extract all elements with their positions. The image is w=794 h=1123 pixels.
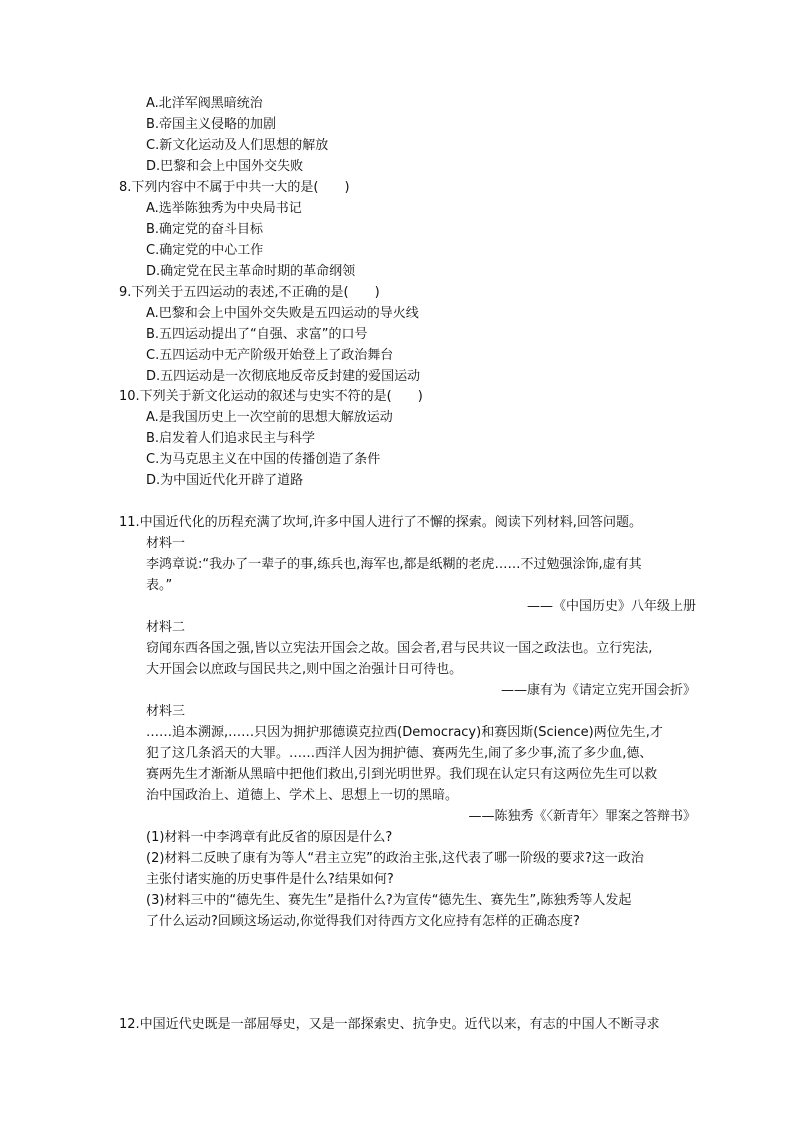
q10-option-d: D.为中国近代化开辟了道路: [146, 473, 304, 488]
q8-option-c: C.确定党的中心工作: [146, 243, 264, 258]
q11-subquestion-3-line1: (3)材料三中的“德先生、赛先生”是指什么?为宣传“德先生、赛先生”,陈独秀等人发起: [146, 893, 632, 908]
q11-material3-line3: 赛两先生才渐渐从黑暗中把他们救出,引到光明世界。我们现在认定只有这两位先生可以救: [146, 767, 658, 782]
q8-option-b: B.确定党的奋斗目标: [146, 222, 264, 237]
q11-subquestion-2-line1: (2)材料二反映了康有为等人“君主立宪”的政治主张,这代表了哪一阶级的要求?这一政治: [146, 851, 644, 866]
q11-material3-line2: 犯了这几条滔天的大罪。……西洋人因为拥护德、赛两先生,闹了多少事,流了多少血,德、: [146, 746, 653, 761]
q10-option-b: B.启发着人们追求民主与科学: [146, 431, 316, 446]
q9-option-a: A.巴黎和会上中国外交失败是五四运动的导火线: [146, 306, 419, 321]
q11-material2-title: 材料二: [146, 620, 186, 635]
q11-material1-title: 材料一: [146, 536, 186, 551]
q8-option-a: A.选举陈独秀为中央局书记: [146, 201, 302, 216]
q11-stem: 11.中国近代化的历程充满了坎坷,许多中国人进行了不懈的探索。阅读下列材料,回答问题。: [119, 515, 642, 530]
q9-stem: 9.下列关于五四运动的表述,不正确的是( ): [119, 285, 380, 300]
q11-material3-line4: 治中国政治上、道德上、学术上、思想上一切的黑暗。: [146, 788, 459, 803]
q11-material1-line2: 表。”: [146, 578, 173, 593]
q11-material2-line1: 窃闻东西各国之强,皆以立宪法开国会之故。国会者,君与民共议一国之政法也。立行宪法,: [146, 641, 653, 656]
q11-subquestion-3-line2: 了什么运动?回顾这场运动,你觉得我们对待西方文化应持有怎样的正确态度?: [146, 914, 580, 929]
q11-subquestion-1: (1)材料一中李鸿章有此反省的原因是什么?: [146, 830, 393, 845]
q8-option-d: D.确定党在民主革命时期的革命纲领: [146, 264, 356, 279]
q11-material3-source: ——陈独秀《〈新青年〉罪案之答辩书》: [468, 809, 696, 824]
q11-subquestion-2-line2: 主张付诸实施的历史事件是什么?结果如何?: [146, 872, 394, 887]
q9-option-c: C.五四运动中无产阶级开始登上了政治舞台: [146, 348, 394, 363]
q8-stem: 8.下列内容中不属于中共一大的是( ): [119, 180, 350, 195]
q11-material1-source: ——《中国历史》八年级上册: [526, 599, 696, 614]
q12-stem: 12.中国近代史既是一部屈辱史，又是一部探索史、抗争史。近代以来，有志的中国人不断寻求: [119, 1017, 660, 1032]
q7-option-d: D.巴黎和会上中国外交失败: [146, 159, 304, 174]
q11-material3-title: 材料三: [146, 704, 186, 719]
q11-material2-line2: 大开国会以庶政与国民共之,则中国之治强计日可待也。: [146, 662, 463, 677]
q7-option-b: B.帝国主义侵略的加剧: [146, 117, 277, 132]
q7-option-a: A.北洋军阀黑暗统治: [146, 96, 263, 111]
q9-option-d: D.五四运动是一次彻底地反帝反封建的爱国运动: [146, 369, 421, 384]
q11-material2-source: ——康有为《请定立宪开国会折》: [500, 683, 696, 698]
q10-stem: 10.下列关于新文化运动的叙述与史实不符的是( ): [119, 389, 423, 404]
q7-option-c: C.新文化运动及人们思想的解放: [146, 138, 329, 153]
q11-material3-line1: ……追本溯源,……只因为拥护那德谟克拉西(Democracy)和赛因斯(Science)两位先生,才: [146, 725, 663, 740]
q11-material1-line1: 李鸿章说:“我办了一辈子的事,练兵也,海军也,都是纸糊的老虎……不过勉强涂饰,虚有其: [146, 557, 642, 572]
q10-option-a: A.是我国历史上一次空前的思想大解放运动: [146, 410, 393, 425]
q9-option-b: B.五四运动提出了“自强、求富”的口号: [146, 327, 368, 342]
q10-option-c: C.为马克思主义在中国的传播创造了条件: [146, 452, 381, 467]
